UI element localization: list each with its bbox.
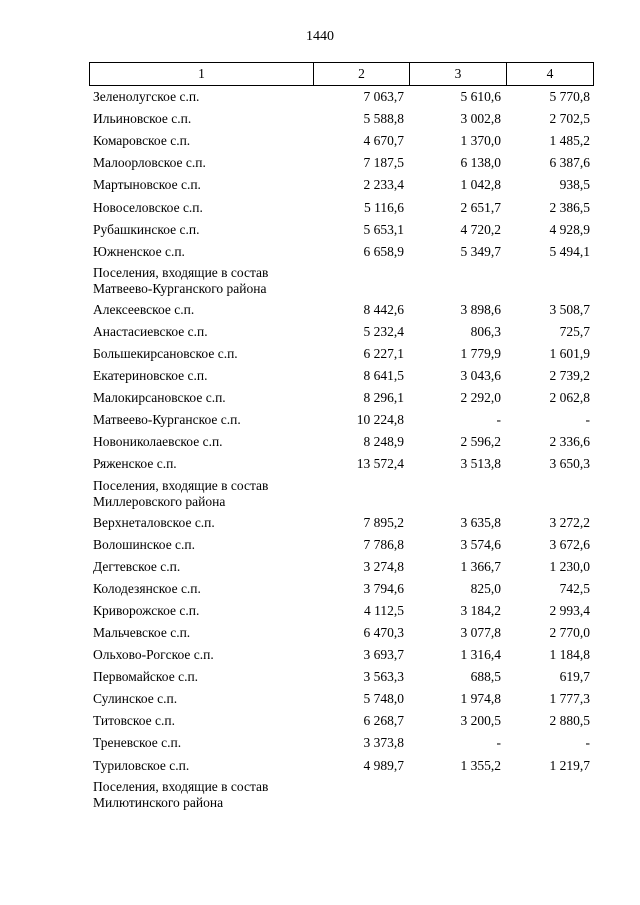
value-cell-3: 6 138,0 bbox=[460, 155, 501, 171]
value-cell-3: 1 355,2 bbox=[460, 757, 501, 773]
value-cell-4: 3 672,6 bbox=[549, 536, 590, 552]
value-cell-2: 3 693,7 bbox=[363, 647, 404, 663]
value-cell-4: 1 485,2 bbox=[549, 133, 590, 149]
value-cell-3: 3 002,8 bbox=[460, 111, 501, 127]
value-cell-3: 3 898,6 bbox=[460, 301, 501, 317]
value-cell-2: 8 442,6 bbox=[363, 301, 404, 317]
table-row bbox=[89, 343, 594, 365]
value-cell-4: 619,7 bbox=[559, 669, 590, 685]
settlement-name: Екатериновское с.п. bbox=[93, 368, 208, 384]
table-row bbox=[89, 409, 594, 431]
value-cell-2: 8 248,9 bbox=[363, 434, 404, 450]
value-cell-3: 1 366,7 bbox=[460, 558, 501, 574]
value-cell-4: 1 184,8 bbox=[549, 647, 590, 663]
settlement-name: Туриловское с.п. bbox=[93, 757, 190, 773]
table-row bbox=[89, 732, 594, 754]
section-heading: Поселения, входящие в состав Милютинского района bbox=[93, 778, 269, 810]
value-cell-3: 2 596,2 bbox=[460, 434, 501, 450]
value-cell-4: - bbox=[585, 735, 590, 751]
table-row bbox=[89, 130, 594, 152]
value-cell-2: 3 274,8 bbox=[363, 558, 404, 574]
value-cell-2: 4 989,7 bbox=[363, 757, 404, 773]
value-cell-2: 13 572,4 bbox=[356, 456, 404, 472]
table-row bbox=[89, 534, 594, 556]
settlement-name: Ольхово-Рогское с.п. bbox=[93, 647, 214, 663]
value-cell-4: 2 993,4 bbox=[549, 602, 590, 618]
settlement-name: Сулинское с.п. bbox=[93, 691, 178, 707]
value-cell-4: 742,5 bbox=[559, 580, 590, 596]
settlement-name: Зеленолугское с.п. bbox=[93, 89, 200, 105]
table-body bbox=[89, 86, 594, 813]
page-number: 1440 bbox=[306, 29, 334, 44]
value-cell-3: 1 974,8 bbox=[460, 691, 501, 707]
section-heading-row bbox=[89, 777, 594, 813]
table-row bbox=[89, 387, 594, 409]
table-row bbox=[89, 556, 594, 578]
value-cell-2: 7 786,8 bbox=[363, 536, 404, 552]
settlement-name: Малокирсановское с.п. bbox=[93, 390, 226, 406]
value-cell-2: 8 296,1 bbox=[363, 390, 404, 406]
value-cell-3: 1 042,8 bbox=[460, 177, 501, 193]
settlement-name: Криворожское с.п. bbox=[93, 602, 200, 618]
value-cell-3: - bbox=[496, 735, 501, 751]
value-cell-3: 3 200,5 bbox=[460, 713, 501, 729]
table-row bbox=[89, 152, 594, 174]
settlement-name: Треневское с.п. bbox=[93, 735, 182, 751]
value-cell-3: 3 635,8 bbox=[460, 514, 501, 530]
value-cell-2: 6 470,3 bbox=[363, 625, 404, 641]
value-cell-4: 2 062,8 bbox=[549, 390, 590, 406]
value-cell-3: 3 043,6 bbox=[460, 368, 501, 384]
settlement-name: Мальчевское с.п. bbox=[93, 625, 191, 641]
value-cell-2: 5 588,8 bbox=[363, 111, 404, 127]
value-cell-2: 5 748,0 bbox=[363, 691, 404, 707]
settlement-name: Алексеевское с.п. bbox=[93, 301, 195, 317]
value-cell-3: 1 779,9 bbox=[460, 345, 501, 361]
settlement-name: Южненское с.п. bbox=[93, 243, 185, 259]
value-cell-3: 5 610,6 bbox=[460, 89, 501, 105]
value-cell-2: 7 063,7 bbox=[363, 89, 404, 105]
value-cell-2: 4 112,5 bbox=[364, 602, 404, 618]
table-row bbox=[89, 688, 594, 710]
value-cell-3: 3 184,2 bbox=[460, 602, 501, 618]
value-cell-4: 2 739,2 bbox=[549, 368, 590, 384]
value-cell-3: 825,0 bbox=[470, 580, 501, 596]
value-cell-4: 1 230,0 bbox=[549, 558, 590, 574]
value-cell-2: 5 116,6 bbox=[364, 199, 404, 215]
table-row bbox=[89, 174, 594, 196]
value-cell-2: 10 224,8 bbox=[356, 412, 404, 428]
value-cell-4: 2 386,5 bbox=[549, 199, 590, 215]
table-row bbox=[89, 86, 594, 108]
table-row bbox=[89, 755, 594, 777]
value-cell-4: 3 508,7 bbox=[549, 301, 590, 317]
value-cell-2: 2 233,4 bbox=[363, 177, 404, 193]
table-row bbox=[89, 196, 594, 218]
column-header-3: 3 bbox=[409, 63, 506, 85]
value-cell-4: 3 650,3 bbox=[549, 456, 590, 472]
settlement-name: Малоорловское с.п. bbox=[93, 155, 206, 171]
value-cell-2: 5 653,1 bbox=[363, 221, 404, 237]
value-cell-4: 4 928,9 bbox=[549, 221, 590, 237]
value-cell-4: 5 494,1 bbox=[549, 243, 590, 259]
table-row bbox=[89, 241, 594, 263]
value-cell-2: 5 232,4 bbox=[363, 323, 404, 339]
table-row bbox=[89, 321, 594, 343]
settlement-name: Комаровское с.п. bbox=[93, 133, 191, 149]
value-cell-3: 806,3 bbox=[470, 323, 501, 339]
value-cell-3: 3 513,8 bbox=[460, 456, 501, 472]
section-heading-row bbox=[89, 476, 594, 512]
settlement-name: Ряженское с.п. bbox=[93, 456, 177, 472]
value-cell-3: 3 077,8 bbox=[460, 625, 501, 641]
table-row bbox=[89, 622, 594, 644]
value-cell-4: - bbox=[585, 412, 590, 428]
value-cell-2: 6 227,1 bbox=[363, 345, 404, 361]
settlement-name: Новониколаевское с.п. bbox=[93, 434, 223, 450]
value-cell-2: 3 794,6 bbox=[363, 580, 404, 596]
settlement-name: Колодезянское с.п. bbox=[93, 580, 201, 596]
value-cell-2: 7 187,5 bbox=[363, 155, 404, 171]
table-row bbox=[89, 578, 594, 600]
settlement-name: Титовское с.п. bbox=[93, 713, 176, 729]
value-cell-4: 3 272,2 bbox=[549, 514, 590, 530]
value-cell-4: 725,7 bbox=[559, 323, 590, 339]
settlement-name: Волошинское с.п. bbox=[93, 536, 196, 552]
value-cell-4: 6 387,6 bbox=[549, 155, 590, 171]
table-header bbox=[89, 62, 594, 86]
table-row bbox=[89, 365, 594, 387]
settlement-name: Большекирсановское с.п. bbox=[93, 345, 238, 361]
value-cell-4: 1 601,9 bbox=[549, 345, 590, 361]
table-row bbox=[89, 600, 594, 622]
table-row bbox=[89, 219, 594, 241]
value-cell-4: 1 777,3 bbox=[549, 691, 590, 707]
value-cell-2: 4 670,7 bbox=[363, 133, 404, 149]
column-header-2: 2 bbox=[313, 63, 409, 85]
column-header-1: 1 bbox=[198, 66, 205, 81]
section-heading: Поселения, входящие в состав Матвеево-Курганского района bbox=[93, 264, 269, 296]
settlement-name: Ильиновское с.п. bbox=[93, 111, 192, 127]
value-cell-4: 2 336,6 bbox=[549, 434, 590, 450]
settlement-name: Анастасиевское с.п. bbox=[93, 323, 208, 339]
value-cell-3: 5 349,7 bbox=[460, 243, 501, 259]
value-cell-3: 3 574,6 bbox=[460, 536, 501, 552]
value-cell-3: 4 720,2 bbox=[460, 221, 501, 237]
table-row bbox=[89, 299, 594, 321]
table-row bbox=[89, 710, 594, 732]
value-cell-4: 938,5 bbox=[559, 177, 590, 193]
table-row bbox=[89, 644, 594, 666]
value-cell-4: 2 702,5 bbox=[549, 111, 590, 127]
value-cell-2: 6 268,7 bbox=[363, 713, 404, 729]
settlement-name: Матвеево-Курганское с.п. bbox=[93, 412, 241, 428]
settlement-name: Первомайское с.п. bbox=[93, 669, 199, 685]
settlement-name: Дегтевское с.п. bbox=[93, 558, 181, 574]
settlement-name: Новоселовское с.п. bbox=[93, 199, 203, 215]
settlement-name: Мартыновское с.п. bbox=[93, 177, 201, 193]
value-cell-3: - bbox=[496, 412, 501, 428]
value-cell-2: 6 658,9 bbox=[363, 243, 404, 259]
table-row bbox=[89, 453, 594, 475]
value-cell-2: 7 895,2 bbox=[363, 514, 404, 530]
value-cell-4: 2 770,0 bbox=[549, 625, 590, 641]
column-header-4: 4 bbox=[506, 63, 593, 85]
value-cell-3: 688,5 bbox=[470, 669, 501, 685]
value-cell-4: 2 880,5 bbox=[549, 713, 590, 729]
value-cell-4: 5 770,8 bbox=[549, 89, 590, 105]
settlement-name: Верхнеталовское с.п. bbox=[93, 514, 215, 530]
value-cell-3: 2 651,7 bbox=[460, 199, 501, 215]
table-row bbox=[89, 512, 594, 534]
section-heading-row bbox=[89, 263, 594, 299]
table-row bbox=[89, 108, 594, 130]
value-cell-2: 3 563,3 bbox=[363, 669, 404, 685]
table-row bbox=[89, 666, 594, 688]
settlement-name: Рубашкинское с.п. bbox=[93, 221, 200, 237]
value-cell-2: 8 641,5 bbox=[363, 368, 404, 384]
value-cell-3: 1 370,0 bbox=[460, 133, 501, 149]
section-heading: Поселения, входящие в состав Миллеровского района bbox=[93, 477, 269, 509]
value-cell-3: 1 316,4 bbox=[460, 647, 501, 663]
value-cell-2: 3 373,8 bbox=[363, 735, 404, 751]
value-cell-4: 1 219,7 bbox=[549, 757, 590, 773]
value-cell-3: 2 292,0 bbox=[460, 390, 501, 406]
table-row bbox=[89, 431, 594, 453]
